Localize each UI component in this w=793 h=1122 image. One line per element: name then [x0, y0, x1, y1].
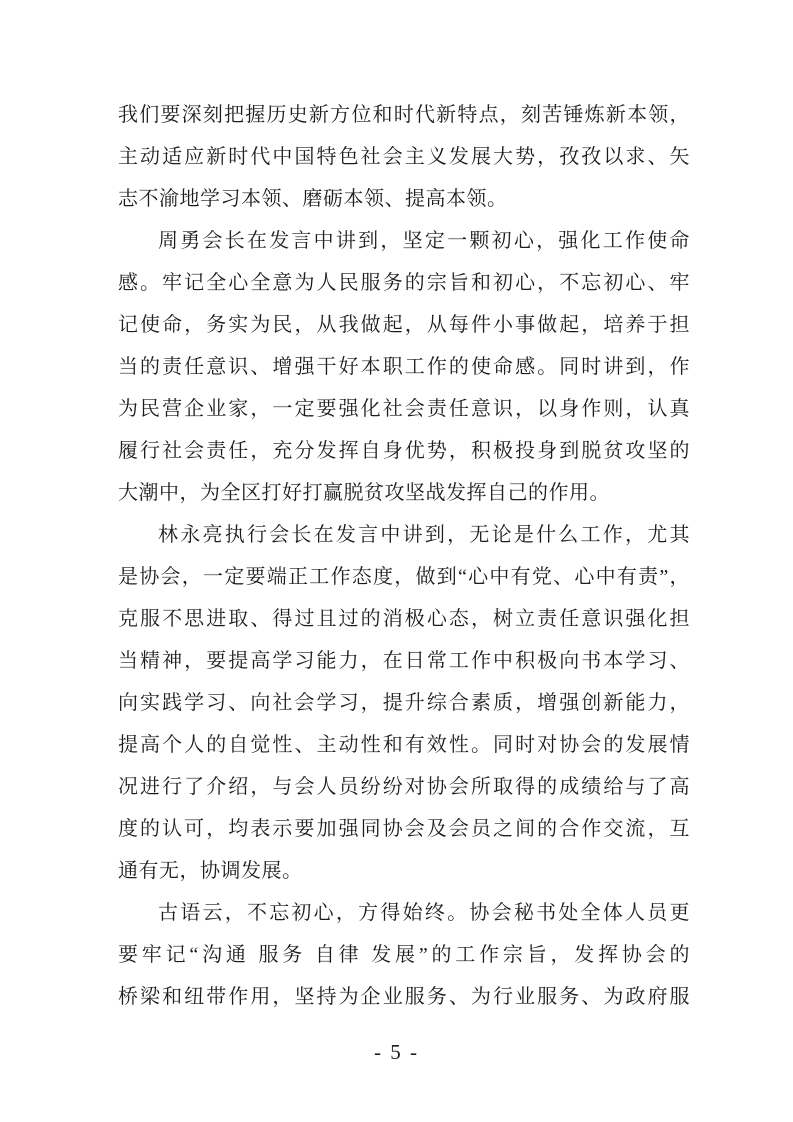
text-line: 通有无，协调发展。: [118, 860, 303, 882]
text-line: 大潮中，为全区打好打赢脱贫攻坚战发挥自己的作用。: [118, 482, 610, 504]
text-line: 当的责任意识、增强干好本职工作的使命感。同时讲到，作: [118, 356, 690, 378]
page-number: - 5 -: [374, 1040, 419, 1064]
text-line: 周勇会长在发言中讲到，坚定一颗初心，强化工作使命: [158, 230, 690, 252]
text-line: 主动适应新时代中国特色社会主义发展大势，孜孜以求、矢: [118, 146, 690, 168]
text-line: 我们要深刻把握历史新方位和时代新特点，刻苦锤炼新本领，: [118, 104, 690, 126]
text-line: 林永亮执行会长在发言中讲到，无论是什么工作，尤其: [158, 524, 690, 546]
text-line: 要牢记“沟通 服务 自律 发展”的工作宗旨，发挥协会的: [118, 944, 690, 966]
text-line: 度的认可，均表示要加强同协会及会员之间的合作交流，互: [118, 818, 690, 840]
text-line: 当精神，要提高学习能力，在日常工作中积极向书本学习、: [118, 650, 690, 672]
text-line: 古语云，不忘初心，方得始终。协会秘书处全体人员更: [158, 902, 690, 924]
text-line: 履行社会责任，充分发挥自身优势，积极投身到脱贫攻坚的: [118, 440, 690, 462]
text-line: 志不渝地学习本领、磨砺本领、提高本领。: [118, 188, 508, 210]
text-line: 桥梁和纽带作用，坚持为企业服务、为行业服务、为政府服: [118, 986, 690, 1008]
text-line: 感。牢记全心全意为人民服务的宗旨和初心，不忘初心、牢: [118, 272, 690, 294]
text-line: 是协会，一定要端正工作态度，做到“心中有党、心中有责”，: [118, 566, 690, 588]
text-line: 况进行了介绍，与会人员纷纷对协会所取得的成绩给与了高: [118, 776, 690, 798]
text-line: 克服不思进取、得过且过的消极心态，树立责任意识强化担: [118, 608, 690, 630]
text-line: 记使命，务实为民，从我做起，从每件小事做起，培养于担: [118, 314, 690, 336]
text-line: 向实践学习、向社会学习，提升综合素质，增强创新能力，: [118, 692, 690, 714]
text-line: 为民营企业家，一定要强化社会责任意识，以身作则，认真: [118, 398, 690, 420]
body-text-block: [118, 94, 690, 1018]
text-line: 提高个人的自觉性、主动性和有效性。同时对协会的发展情: [118, 734, 690, 756]
